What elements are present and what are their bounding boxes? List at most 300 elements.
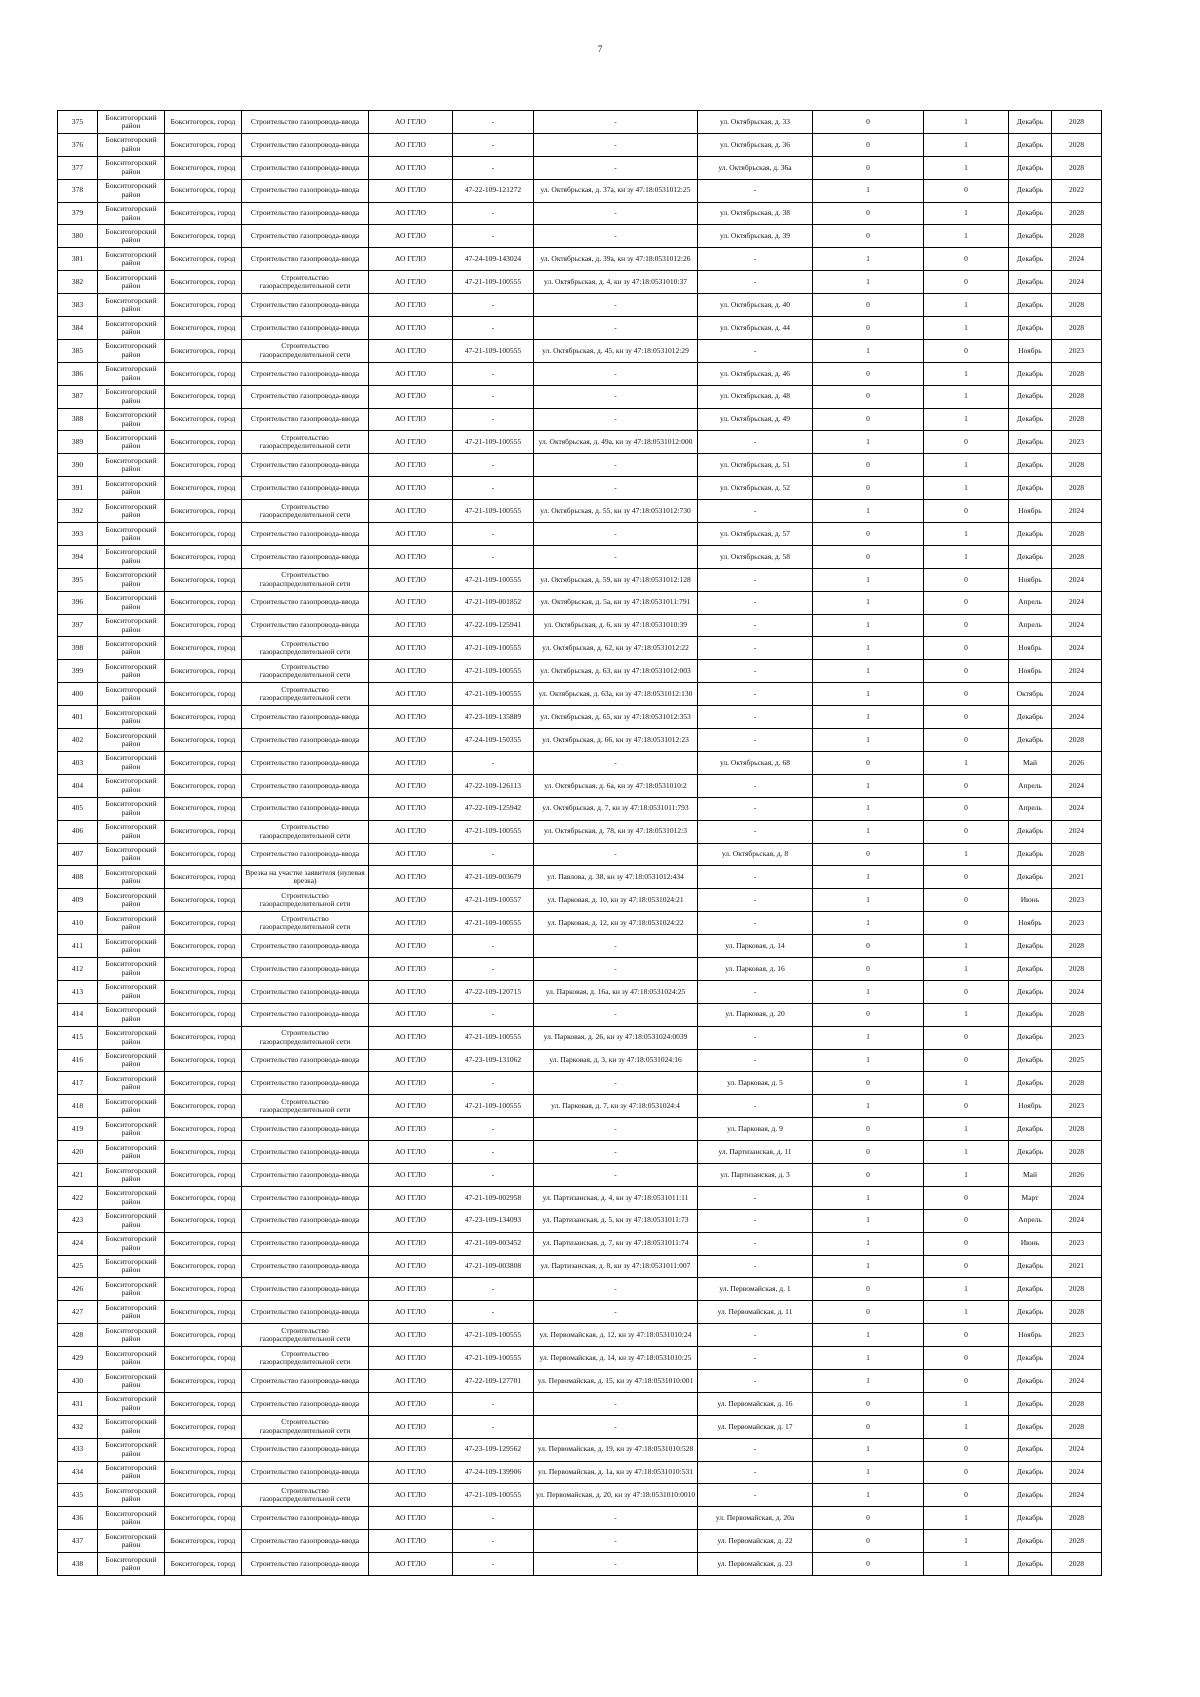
cell-cadastral-address: - <box>534 385 698 408</box>
cell-completed-count: 0 <box>813 156 924 179</box>
cell-cadastral-address: - <box>534 133 698 156</box>
cell-district: Бокситогорский район <box>98 843 165 866</box>
cell-planned-count: 0 <box>924 637 1009 660</box>
table-row <box>58 1301 1102 1324</box>
cell-work-type: Строительство газопровода-ввода <box>242 317 369 340</box>
cell-row-number: 422 <box>58 1186 98 1209</box>
cell-row-number: 383 <box>58 294 98 317</box>
cell-year: 2024 <box>1052 774 1102 797</box>
cell-month: Март <box>1009 1186 1052 1209</box>
cell-work-type: Строительство газопровода-ввода <box>242 591 369 614</box>
cell-settlement: Бокситогорск, город <box>165 1301 242 1324</box>
cell-contract-number: - <box>453 843 534 866</box>
cell-planned-address: - <box>698 729 813 752</box>
cell-month: Апрель <box>1009 591 1052 614</box>
cell-month: Декабрь <box>1009 1553 1052 1576</box>
cell-district: Бокситогорский район <box>98 156 165 179</box>
cell-cadastral-address: ул. Парковая, д. 10, кн зу 47:18:0531024:21 <box>534 889 698 912</box>
cell-contract-number: 47-23-109-135889 <box>453 706 534 729</box>
cell-settlement: Бокситогорск, город <box>165 957 242 980</box>
cell-year: 2028 <box>1052 1392 1102 1415</box>
cell-year: 2028 <box>1052 477 1102 500</box>
cell-district: Бокситогорский район <box>98 1209 165 1232</box>
cell-year: 2024 <box>1052 706 1102 729</box>
cell-month: Декабрь <box>1009 408 1052 431</box>
cell-operator: АО ГГЛО <box>369 408 453 431</box>
cell-planned-count: 0 <box>924 568 1009 591</box>
cell-cadastral-address: ул. Парковая, д. 12, кн зу 47:18:0531024:22 <box>534 912 698 935</box>
cell-contract-number: - <box>453 957 534 980</box>
cell-district: Бокситогорский район <box>98 339 165 362</box>
cell-month: Ноябрь <box>1009 568 1052 591</box>
cell-planned-count: 1 <box>924 1072 1009 1095</box>
cell-work-type: Строительство газопровода-ввода <box>242 545 369 568</box>
cell-planned-count: 0 <box>924 1369 1009 1392</box>
cell-contract-number: 47-21-109-100555 <box>453 683 534 706</box>
cell-work-type: Строительство газораспределительной сети <box>242 1484 369 1507</box>
table-row <box>58 477 1102 500</box>
cell-contract-number: 47-21-109-100555 <box>453 339 534 362</box>
cell-row-number: 400 <box>58 683 98 706</box>
cell-planned-address: ул. Партизанская, д. 11 <box>698 1141 813 1164</box>
cell-completed-count: 0 <box>813 202 924 225</box>
cell-district: Бокситогорский район <box>98 1461 165 1484</box>
cell-work-type: Строительство газопровода-ввода <box>242 523 369 546</box>
cell-month: Декабрь <box>1009 294 1052 317</box>
cell-planned-count: 1 <box>924 1163 1009 1186</box>
cell-settlement: Бокситогорск, город <box>165 294 242 317</box>
cell-completed-count: 1 <box>813 1026 924 1049</box>
cell-operator: АО ГГЛО <box>369 1324 453 1347</box>
cell-planned-count: 1 <box>924 1507 1009 1530</box>
cell-work-type: Строительство газораспределительной сети <box>242 1415 369 1438</box>
cell-contract-number: 47-23-109-129562 <box>453 1438 534 1461</box>
cell-year: 2024 <box>1052 1209 1102 1232</box>
cell-district: Бокситогорский район <box>98 1324 165 1347</box>
table-row <box>58 591 1102 614</box>
cell-completed-count: 0 <box>813 111 924 134</box>
cell-row-number: 431 <box>58 1392 98 1415</box>
cell-planned-address: - <box>698 774 813 797</box>
cell-year: 2028 <box>1052 317 1102 340</box>
cell-district: Бокситогорский район <box>98 660 165 683</box>
table-row <box>58 1278 1102 1301</box>
cell-planned-address: - <box>698 179 813 202</box>
cell-contract-number: 47-21-109-100555 <box>453 500 534 523</box>
cell-contract-number: 47-22-109-126113 <box>453 774 534 797</box>
cell-planned-count: 1 <box>924 1392 1009 1415</box>
cell-planned-address: ул. Первомайская, д. 11 <box>698 1301 813 1324</box>
cell-contract-number: 47-21-109-100555 <box>453 1095 534 1118</box>
cell-contract-number: 47-21-109-001852 <box>453 591 534 614</box>
cell-contract-number: - <box>453 294 534 317</box>
cell-cadastral-address: ул. Парковая, д. 26, кн зу 47:18:0531024:0039 <box>534 1026 698 1049</box>
cell-row-number: 388 <box>58 408 98 431</box>
cell-planned-count: 0 <box>924 248 1009 271</box>
cell-contract-number: - <box>453 362 534 385</box>
cell-month: Декабрь <box>1009 133 1052 156</box>
table-row <box>58 637 1102 660</box>
table-row <box>58 1415 1102 1438</box>
cell-planned-count: 1 <box>924 1301 1009 1324</box>
cell-year: 2024 <box>1052 1186 1102 1209</box>
cell-cadastral-address: ул. Парковая, д. 7, кн зу 47:18:0531024:4 <box>534 1095 698 1118</box>
cell-settlement: Бокситогорск, город <box>165 683 242 706</box>
cell-settlement: Бокситогорск, город <box>165 797 242 820</box>
cell-completed-count: 0 <box>813 477 924 500</box>
cell-month: Ноябрь <box>1009 660 1052 683</box>
cell-month: Декабрь <box>1009 271 1052 294</box>
cell-settlement: Бокситогорск, город <box>165 1553 242 1576</box>
table-row <box>58 1049 1102 1072</box>
cell-contract-number: - <box>453 1553 534 1576</box>
cell-district: Бокситогорский район <box>98 1484 165 1507</box>
cell-work-type: Строительство газопровода-ввода <box>242 1118 369 1141</box>
cell-settlement: Бокситогорск, город <box>165 408 242 431</box>
table-row <box>58 248 1102 271</box>
cell-month: Июнь <box>1009 889 1052 912</box>
cell-work-type: Строительство газораспределительной сети <box>242 1095 369 1118</box>
cell-work-type: Строительство газораспределительной сети <box>242 568 369 591</box>
cell-row-number: 387 <box>58 385 98 408</box>
cell-settlement: Бокситогорск, город <box>165 339 242 362</box>
cell-district: Бокситогорский район <box>98 1003 165 1026</box>
cell-settlement: Бокситогорск, город <box>165 637 242 660</box>
cell-planned-address: - <box>698 1186 813 1209</box>
cell-row-number: 419 <box>58 1118 98 1141</box>
cell-planned-address: - <box>698 637 813 660</box>
cell-completed-count: 0 <box>813 1301 924 1324</box>
cell-row-number: 399 <box>58 660 98 683</box>
cell-planned-address: ул. Октябрьская, д. 58 <box>698 545 813 568</box>
cell-row-number: 402 <box>58 729 98 752</box>
cell-year: 2024 <box>1052 248 1102 271</box>
table-row <box>58 1484 1102 1507</box>
cell-month: Декабрь <box>1009 1484 1052 1507</box>
cell-completed-count: 0 <box>813 1163 924 1186</box>
cell-operator: АО ГГЛО <box>369 614 453 637</box>
cell-settlement: Бокситогорск, город <box>165 614 242 637</box>
cell-operator: АО ГГЛО <box>369 454 453 477</box>
cell-month: Апрель <box>1009 1209 1052 1232</box>
cell-cadastral-address: ул. Октябрьская, д. 4, кн зу 47:18:0531010:37 <box>534 271 698 294</box>
cell-settlement: Бокситогорск, город <box>165 774 242 797</box>
cell-work-type: Строительство газопровода-ввода <box>242 1530 369 1553</box>
cell-row-number: 420 <box>58 1141 98 1164</box>
cell-contract-number: 47-21-109-100555 <box>453 660 534 683</box>
cell-district: Бокситогорский район <box>98 1278 165 1301</box>
cell-planned-address: - <box>698 271 813 294</box>
cell-year: 2024 <box>1052 500 1102 523</box>
table-row <box>58 614 1102 637</box>
cell-cadastral-address: - <box>534 294 698 317</box>
cell-cadastral-address: ул. Октябрьская, д. 59, кн зу 47:18:0531012:128 <box>534 568 698 591</box>
cell-operator: АО ГГЛО <box>369 820 453 843</box>
cell-cadastral-address: ул. Октябрьская, д. 66, кн зу 47:18:0531012:23 <box>534 729 698 752</box>
cell-cadastral-address: ул. Партизанская, д. 7, кн зу 47:18:0531011:74 <box>534 1232 698 1255</box>
cell-contract-number: 47-23-109-131062 <box>453 1049 534 1072</box>
cell-year: 2025 <box>1052 1049 1102 1072</box>
table-row <box>58 1163 1102 1186</box>
cell-contract-number: 47-21-109-100555 <box>453 1324 534 1347</box>
cell-settlement: Бокситогорск, город <box>165 1530 242 1553</box>
cell-operator: АО ГГЛО <box>369 866 453 889</box>
cell-completed-count: 1 <box>813 1347 924 1370</box>
cell-year: 2028 <box>1052 1507 1102 1530</box>
cell-planned-count: 1 <box>924 385 1009 408</box>
cell-planned-address: - <box>698 568 813 591</box>
cell-completed-count: 0 <box>813 1415 924 1438</box>
cell-planned-count: 0 <box>924 1026 1009 1049</box>
cell-work-type: Строительство газораспределительной сети <box>242 820 369 843</box>
cell-row-number: 413 <box>58 980 98 1003</box>
cell-planned-address: ул. Октябрьская, д. 49 <box>698 408 813 431</box>
cell-completed-count: 1 <box>813 1255 924 1278</box>
cell-planned-count: 0 <box>924 660 1009 683</box>
cell-district: Бокситогорский район <box>98 1232 165 1255</box>
cell-row-number: 395 <box>58 568 98 591</box>
cell-settlement: Бокситогорск, город <box>165 843 242 866</box>
cell-month: Декабрь <box>1009 1301 1052 1324</box>
cell-operator: АО ГГЛО <box>369 133 453 156</box>
cell-contract-number: 47-21-109-100555 <box>453 1347 534 1370</box>
cell-contract-number: 47-22-109-125941 <box>453 614 534 637</box>
cell-contract-number: - <box>453 1415 534 1438</box>
cell-row-number: 428 <box>58 1324 98 1347</box>
cell-district: Бокситогорский район <box>98 1553 165 1576</box>
table-row <box>58 820 1102 843</box>
cell-year: 2028 <box>1052 1415 1102 1438</box>
cell-completed-count: 0 <box>813 1141 924 1164</box>
cell-row-number: 381 <box>58 248 98 271</box>
table-row <box>58 797 1102 820</box>
cell-settlement: Бокситогорск, город <box>165 156 242 179</box>
cell-year: 2024 <box>1052 568 1102 591</box>
cell-month: Ноябрь <box>1009 1095 1052 1118</box>
cell-completed-count: 1 <box>813 1324 924 1347</box>
cell-planned-address: - <box>698 431 813 454</box>
cell-settlement: Бокситогорск, город <box>165 1163 242 1186</box>
cell-planned-address: ул. Октябрьская, д. 44 <box>698 317 813 340</box>
cell-month: Декабрь <box>1009 1461 1052 1484</box>
cell-district: Бокситогорский район <box>98 706 165 729</box>
cell-planned-address: - <box>698 706 813 729</box>
cell-year: 2028 <box>1052 523 1102 546</box>
cell-cadastral-address: ул. Партизанская, д. 5, кн зу 47:18:0531011:73 <box>534 1209 698 1232</box>
cell-contract-number: - <box>453 1392 534 1415</box>
cell-month: Ноябрь <box>1009 500 1052 523</box>
cell-district: Бокситогорский район <box>98 912 165 935</box>
cell-year: 2026 <box>1052 1163 1102 1186</box>
cell-month: Декабрь <box>1009 156 1052 179</box>
cell-planned-address: ул. Парковая, д. 5 <box>698 1072 813 1095</box>
cell-planned-count: 1 <box>924 957 1009 980</box>
cell-planned-count: 1 <box>924 935 1009 958</box>
cell-cadastral-address: - <box>534 1003 698 1026</box>
table-row <box>58 1347 1102 1370</box>
cell-cadastral-address: ул. Первомайская, д. 12, кн зу 47:18:0531010:24 <box>534 1324 698 1347</box>
table-row <box>58 1530 1102 1553</box>
cell-planned-address: ул. Парковая, д. 14 <box>698 935 813 958</box>
cell-month: Декабрь <box>1009 1049 1052 1072</box>
cell-row-number: 412 <box>58 957 98 980</box>
table-row <box>58 271 1102 294</box>
cell-settlement: Бокситогорск, город <box>165 225 242 248</box>
cell-planned-count: 1 <box>924 1278 1009 1301</box>
cell-settlement: Бокситогорск, город <box>165 1507 242 1530</box>
cell-planned-address: ул. Октябрьская, д. 36а <box>698 156 813 179</box>
cell-cadastral-address: ул. Октябрьская, д. 63, кн зу 47:18:0531012:003 <box>534 660 698 683</box>
cell-completed-count: 1 <box>813 1049 924 1072</box>
cell-work-type: Строительство газопровода-ввода <box>242 477 369 500</box>
cell-work-type: Строительство газопровода-ввода <box>242 1141 369 1164</box>
cell-operator: АО ГГЛО <box>369 1186 453 1209</box>
cell-row-number: 394 <box>58 545 98 568</box>
cell-operator: АО ГГЛО <box>369 1255 453 1278</box>
cell-work-type: Строительство газопровода-ввода <box>242 294 369 317</box>
cell-completed-count: 1 <box>813 706 924 729</box>
cell-year: 2028 <box>1052 225 1102 248</box>
cell-settlement: Бокситогорск, город <box>165 179 242 202</box>
cell-completed-count: 0 <box>813 1072 924 1095</box>
cell-operator: АО ГГЛО <box>369 1301 453 1324</box>
table-row <box>58 385 1102 408</box>
cell-planned-count: 0 <box>924 1209 1009 1232</box>
cell-contract-number: - <box>453 202 534 225</box>
cell-work-type: Строительство газопровода-ввода <box>242 454 369 477</box>
cell-cadastral-address: ул. Октябрьская, д. 6а, кн зу 47:18:0531010:2 <box>534 774 698 797</box>
cell-planned-count: 0 <box>924 774 1009 797</box>
cell-operator: АО ГГЛО <box>369 545 453 568</box>
table-row <box>58 843 1102 866</box>
cell-district: Бокситогорский район <box>98 797 165 820</box>
cell-completed-count: 0 <box>813 294 924 317</box>
cell-contract-number: 47-21-109-002958 <box>453 1186 534 1209</box>
cell-row-number: 425 <box>58 1255 98 1278</box>
table-row <box>58 545 1102 568</box>
cell-settlement: Бокситогорск, город <box>165 1255 242 1278</box>
cell-work-type: Строительство газопровода-ввода <box>242 1438 369 1461</box>
cell-operator: АО ГГЛО <box>369 1278 453 1301</box>
cell-year: 2021 <box>1052 866 1102 889</box>
cell-operator: АО ГГЛО <box>369 111 453 134</box>
cell-planned-address: ул. Первомайская, д. 17 <box>698 1415 813 1438</box>
cell-month: Декабрь <box>1009 1026 1052 1049</box>
cell-cadastral-address: - <box>534 545 698 568</box>
cell-district: Бокситогорский район <box>98 111 165 134</box>
cell-planned-count: 1 <box>924 317 1009 340</box>
cell-work-type: Строительство газораспределительной сети <box>242 912 369 935</box>
cell-work-type: Строительство газораспределительной сети <box>242 1026 369 1049</box>
cell-year: 2028 <box>1052 729 1102 752</box>
cell-year: 2028 <box>1052 545 1102 568</box>
cell-district: Бокситогорский район <box>98 545 165 568</box>
cell-work-type: Строительство газопровода-ввода <box>242 774 369 797</box>
table-row <box>58 500 1102 523</box>
cell-work-type: Строительство газопровода-ввода <box>242 111 369 134</box>
cell-district: Бокситогорский район <box>98 317 165 340</box>
table-row <box>58 339 1102 362</box>
cell-cadastral-address: ул. Октябрьская, д. 65, кн зу 47:18:0531012:353 <box>534 706 698 729</box>
cell-planned-count: 0 <box>924 179 1009 202</box>
cell-contract-number: 47-21-109-100555 <box>453 820 534 843</box>
cell-planned-count: 1 <box>924 1003 1009 1026</box>
cell-year: 2024 <box>1052 1484 1102 1507</box>
cell-planned-count: 1 <box>924 523 1009 546</box>
cell-operator: АО ГГЛО <box>369 1484 453 1507</box>
cell-operator: АО ГГЛО <box>369 339 453 362</box>
cell-completed-count: 1 <box>813 1438 924 1461</box>
table-row <box>58 1232 1102 1255</box>
cell-planned-address: ул. Октябрьская, д. 33 <box>698 111 813 134</box>
cell-cadastral-address: - <box>534 1278 698 1301</box>
cell-work-type: Строительство газораспределительной сети <box>242 431 369 454</box>
table-row <box>58 202 1102 225</box>
cell-operator: АО ГГЛО <box>369 362 453 385</box>
cell-completed-count: 1 <box>813 431 924 454</box>
cell-row-number: 410 <box>58 912 98 935</box>
cell-planned-address: - <box>698 1438 813 1461</box>
cell-completed-count: 0 <box>813 1003 924 1026</box>
cell-district: Бокситогорский район <box>98 477 165 500</box>
cell-year: 2023 <box>1052 1324 1102 1347</box>
table-row <box>58 179 1102 202</box>
cell-planned-address: ул. Октябрьская, д. 39 <box>698 225 813 248</box>
cell-planned-address: - <box>698 248 813 271</box>
cell-contract-number: - <box>453 454 534 477</box>
cell-completed-count: 1 <box>813 797 924 820</box>
cell-cadastral-address: - <box>534 202 698 225</box>
cell-district: Бокситогорский район <box>98 729 165 752</box>
cell-planned-count: 0 <box>924 1347 1009 1370</box>
cell-settlement: Бокситогорск, город <box>165 1461 242 1484</box>
cell-row-number: 379 <box>58 202 98 225</box>
cell-row-number: 403 <box>58 751 98 774</box>
cell-operator: АО ГГЛО <box>369 431 453 454</box>
cell-planned-count: 0 <box>924 866 1009 889</box>
cell-year: 2024 <box>1052 683 1102 706</box>
table-row <box>58 1072 1102 1095</box>
cell-planned-count: 0 <box>924 729 1009 752</box>
cell-settlement: Бокситогорск, город <box>165 317 242 340</box>
cell-year: 2028 <box>1052 111 1102 134</box>
cell-planned-address: - <box>698 1209 813 1232</box>
table-row <box>58 1118 1102 1141</box>
cell-settlement: Бокситогорск, город <box>165 362 242 385</box>
cell-month: Декабрь <box>1009 1072 1052 1095</box>
cell-contract-number: 47-22-109-120715 <box>453 980 534 1003</box>
cell-district: Бокситогорский район <box>98 866 165 889</box>
cell-completed-count: 0 <box>813 133 924 156</box>
cell-contract-number: 47-21-109-003808 <box>453 1255 534 1278</box>
cell-contract-number: - <box>453 1003 534 1026</box>
cell-work-type: Строительство газопровода-ввода <box>242 1461 369 1484</box>
cell-work-type: Строительство газораспределительной сети <box>242 271 369 294</box>
cell-district: Бокситогорский район <box>98 957 165 980</box>
cell-year: 2028 <box>1052 1118 1102 1141</box>
cell-month: Декабрь <box>1009 1003 1052 1026</box>
cell-settlement: Бокситогорск, город <box>165 751 242 774</box>
cell-planned-count: 0 <box>924 820 1009 843</box>
cell-contract-number: - <box>453 1163 534 1186</box>
cell-cadastral-address: ул. Октябрьская, д. 5а, кн зу 47:18:0531011:791 <box>534 591 698 614</box>
cell-operator: АО ГГЛО <box>369 1507 453 1530</box>
cell-month: Декабрь <box>1009 225 1052 248</box>
cell-district: Бокситогорский район <box>98 202 165 225</box>
table-row <box>58 912 1102 935</box>
cell-row-number: 375 <box>58 111 98 134</box>
cell-operator: АО ГГЛО <box>369 729 453 752</box>
